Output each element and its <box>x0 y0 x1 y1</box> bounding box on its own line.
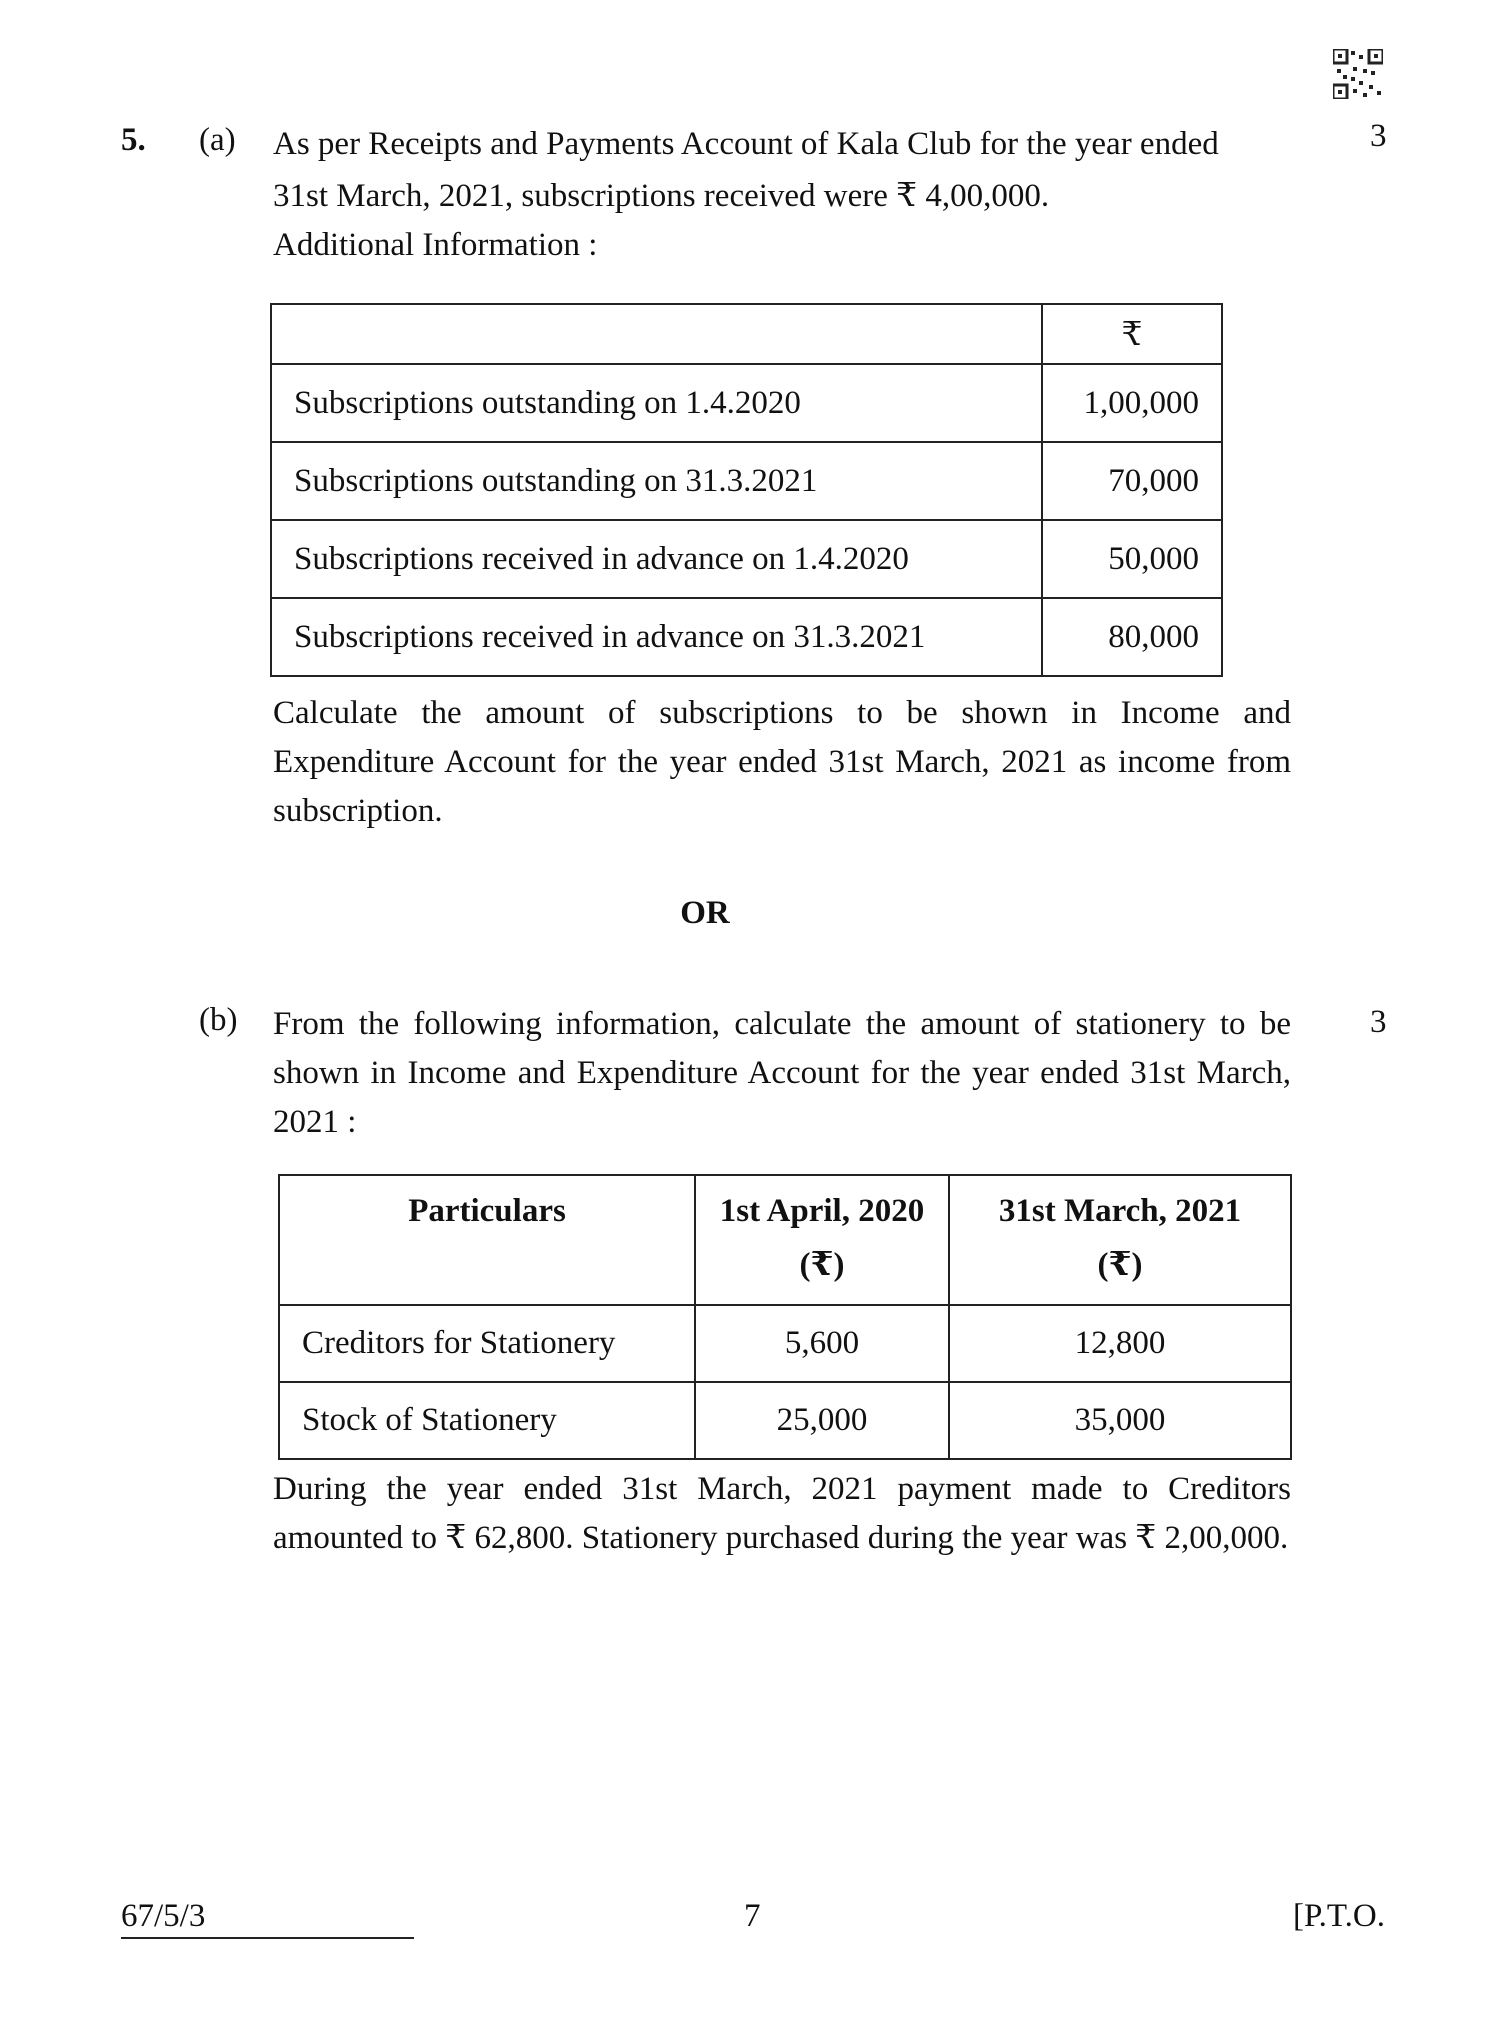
part-a-intro-line1: As per Receipts and Payments Account of Kala Club for the year ended <box>273 126 1219 162</box>
row-amount: 1,00,000 <box>1042 364 1222 442</box>
row-march-value: 12,800 <box>949 1305 1291 1382</box>
row-amount: 50,000 <box>1042 520 1222 598</box>
currency-header: ₹ <box>1042 304 1222 364</box>
row-label: Subscriptions received in advance on 31.3.2021 <box>271 598 1042 676</box>
or-separator: OR <box>680 895 730 931</box>
table-row <box>279 1382 1291 1459</box>
paper-code: 67/5/3 <box>121 1898 206 1934</box>
header-april: 1st April, 2020 <box>719 1193 925 1229</box>
row-march-value: 35,000 <box>949 1382 1291 1459</box>
table-row <box>271 364 1222 442</box>
row-april-value: 25,000 <box>695 1382 949 1459</box>
table-row <box>271 598 1222 676</box>
footer-divider <box>121 1937 414 1939</box>
subscriptions-table <box>270 303 1223 677</box>
page-number: 7 <box>744 1898 761 1934</box>
row-amount: 70,000 <box>1042 442 1222 520</box>
row-amount: 80,000 <box>1042 598 1222 676</box>
part-a-intro-line2: 31st March, 2021, subscriptions received were ₹ 4,00,000. <box>273 178 1050 214</box>
part-a-label: (a) <box>199 122 236 158</box>
header-particulars: Particulars <box>408 1193 566 1229</box>
header-april-currency: (₹) <box>799 1247 845 1283</box>
row-label: Subscriptions outstanding on 1.4.2020 <box>271 364 1042 442</box>
row-label: Creditors for Stationery <box>279 1305 695 1382</box>
pto-label: [P.T.O. <box>1293 1898 1385 1934</box>
part-b-marks: 3 <box>1370 1004 1387 1040</box>
question-number: 5. <box>121 122 146 158</box>
part-a-instruction: Calculate the amount of subscriptions to be shown in Income and Expenditure Account for the year ended 31st March, 2021 as income from subscription. <box>273 695 1291 829</box>
header-march: 31st March, 2021 <box>998 1193 1242 1229</box>
additional-information-heading: Additional Information : <box>273 227 598 263</box>
row-label: Subscriptions received in advance on 1.4.2020 <box>271 520 1042 598</box>
part-b-label: (b) <box>199 1002 238 1038</box>
row-label: Subscriptions outstanding on 31.3.2021 <box>271 442 1042 520</box>
row-label: Stock of Stationery <box>279 1382 695 1459</box>
table-row <box>271 520 1222 598</box>
part-b-intro: From the following information, calculate the amount of stationery to be shown in Income and Expenditure Account for the year ended 31st March, 2021 : <box>273 1006 1291 1140</box>
qr-code-icon <box>1333 49 1383 99</box>
part-a-marks: 3 <box>1370 118 1387 154</box>
table-row <box>271 442 1222 520</box>
stationery-table <box>278 1174 1292 1460</box>
row-april-value: 5,600 <box>695 1305 949 1382</box>
table-row <box>279 1305 1291 1382</box>
part-b-closing: During the year ended 31st March, 2021 payment made to Creditors amounted to ₹ 62,800. Stationery purchased during the year was ₹ 2,00,000. <box>273 1471 1291 1556</box>
header-march-currency: (₹) <box>1097 1247 1143 1283</box>
